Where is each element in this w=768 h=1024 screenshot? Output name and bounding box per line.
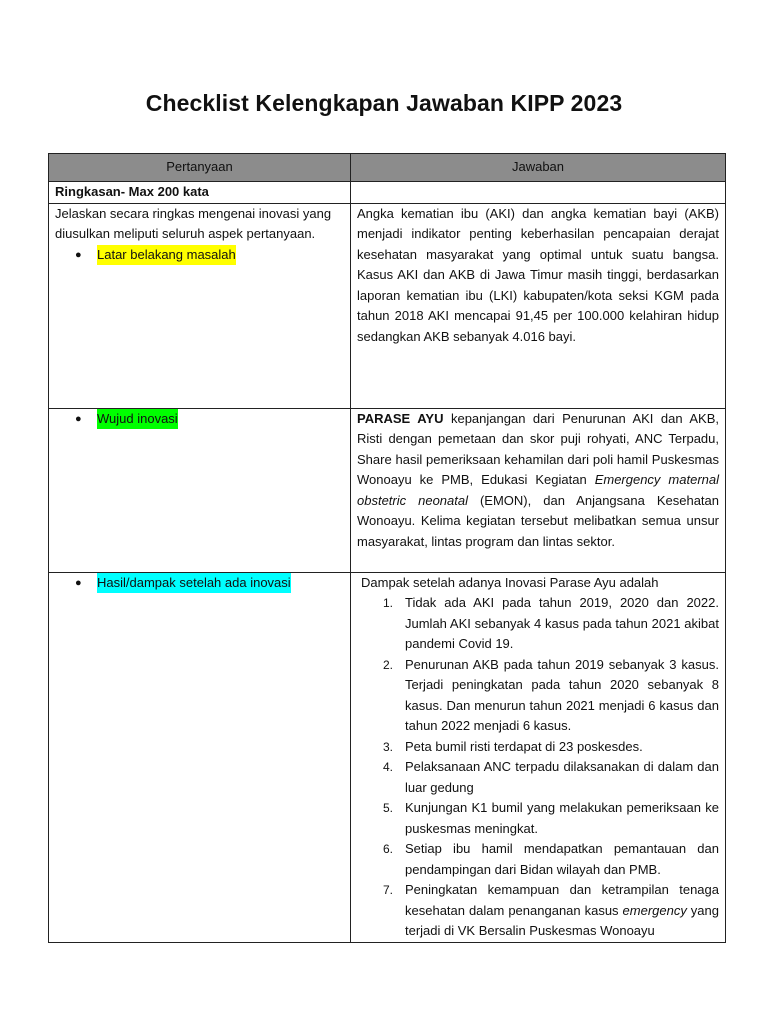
answer-hasil-dampak — [351, 572, 726, 942]
list-item — [357, 880, 719, 942]
list-item — [357, 655, 719, 737]
list-number: 4. — [382, 760, 393, 774]
list-text: Penurunan AKB pada tahun 2019 sebanyak 3 kasus. Terjadi peningkatan pada tahun 2020 sebanyak 8 kasus. Dan menurun tahun 2021 menjadi 6 kasus dan tahun 2022 menjadi 6 kasus. — [405, 656, 719, 733]
bullet-icon: ● — [75, 412, 82, 425]
list-number: 6. — [382, 842, 393, 856]
list-item — [357, 839, 719, 880]
list-text: Pelaksanaan ANC terpadu dilaksanakan di dalam dan luar gedung — [405, 759, 719, 795]
table-row — [49, 408, 726, 572]
list-number: 3. — [382, 739, 393, 754]
list-item — [357, 593, 719, 655]
answer-text-b: (EMON), dan Anjangsana Kesehatan Wonoayu. Kelima kegiatan tersebut melibatkan semua unsur masyarakat, lintas program dan lintas sektor. — [357, 492, 719, 549]
table-row — [49, 203, 726, 408]
answer-text-a: kepanjangan dari Penurunan AKI dan AKB, Risti dengan pemetaan dan skor puji rohyati, ANC Terpadu, Share hasil pemeriksaan kehamilan dari poli hamil Puskesmas Wonoayu ke PMB, Edukasi Kegiatan — [357, 410, 719, 487]
intro-question: Jelaskan secara ringkas mengenai inovasi yang diusulkan meliputi seluruh aspek pertanyaan. — [55, 205, 332, 241]
page-title: Checklist Kelengkapan Jawaban KIPP 2023 — [145, 90, 623, 116]
bullet-icon: ● — [75, 248, 82, 261]
bullet-icon: ● — [75, 576, 82, 589]
impact-list — [357, 593, 719, 942]
list-text: Setiap ibu hamil mendapatkan pemantauan dan pendampingan dari Bidan wilayah dan PMB. — [405, 841, 719, 877]
header-jawaban: Jawaban — [351, 154, 726, 182]
list-text: Peta bumil risti terdapat di 23 poskesdes. — [405, 738, 643, 754]
list-number: 1. — [382, 596, 393, 610]
list-text-b: yang terjadi di VK Bersalin Puskesmas Wonoayu — [405, 902, 719, 938]
bullet-hasil-dampak: Hasil/dampak setelah ada inovasi — [97, 573, 291, 594]
list-number: 2. — [382, 657, 393, 672]
summary-answer — [351, 182, 726, 204]
bullet-wujud-inovasi: Wujud inovasi — [97, 409, 178, 430]
answer-wujud-inovasi — [351, 408, 726, 572]
answer-bold: PARASE AYU — [357, 410, 444, 426]
list-text-a: Peningkatan kemampuan dan ketrampilan tenaga kesehatan dalam penanganan kasus — [405, 882, 719, 918]
answer-latar-belakang: Angka kematian ibu (AKI) dan angka kematian bayi (AKB) menjadi indikator penting keberhasilan pencapaian derajat kesehatan masyarakat yang optimal untuk suatu bangsa. Kasus AKI dan AKB di Jawa Timur masih tinggi, berdasarkan laporan kematian ibu (LKI) kabupaten/kota seksi KGM pada tahun 2018 AKI mencapai 91,45 per 100.000 kelahiran hidup sedangkan AKB sebanyak 4.016 bayi. — [351, 203, 726, 408]
list-text-italic: emergency — [622, 902, 687, 918]
header-pertanyaan: Pertanyaan — [49, 154, 351, 182]
table-row — [49, 572, 726, 942]
list-text — [405, 880, 719, 942]
question-cell — [49, 203, 351, 408]
list-number: 7. — [382, 883, 393, 897]
table-header-row — [49, 154, 726, 182]
list-item — [75, 573, 344, 594]
answer-intro: Dampak setelah adanya Inovasi Parase Ayu adalah — [361, 574, 659, 590]
list-item — [357, 757, 719, 798]
summary-label: Ringkasan- Max 200 kata — [49, 182, 351, 204]
list-number: 5. — [382, 801, 393, 815]
bullet-latar-belakang: Latar belakang masalah — [97, 245, 236, 266]
list-text: Tidak ada AKI pada tahun 2019, 2020 dan 2022. Jumlah AKI sebanyak 4 kasus pada tahun 2021 akibat pandemi Covid 19. — [405, 595, 719, 651]
list-item — [75, 409, 344, 430]
question-cell — [49, 408, 351, 572]
checklist-table — [48, 153, 726, 943]
summary-row — [49, 182, 726, 204]
list-item — [75, 245, 344, 266]
list-text: Kunjungan K1 bumil yang melakukan pemeriksaan ke puskesmas meningkat. — [405, 800, 719, 836]
list-item — [357, 737, 719, 758]
list-item — [357, 798, 719, 839]
question-cell — [49, 572, 351, 942]
answer-italic: Emergency maternal obstetric neonatal — [357, 472, 719, 508]
